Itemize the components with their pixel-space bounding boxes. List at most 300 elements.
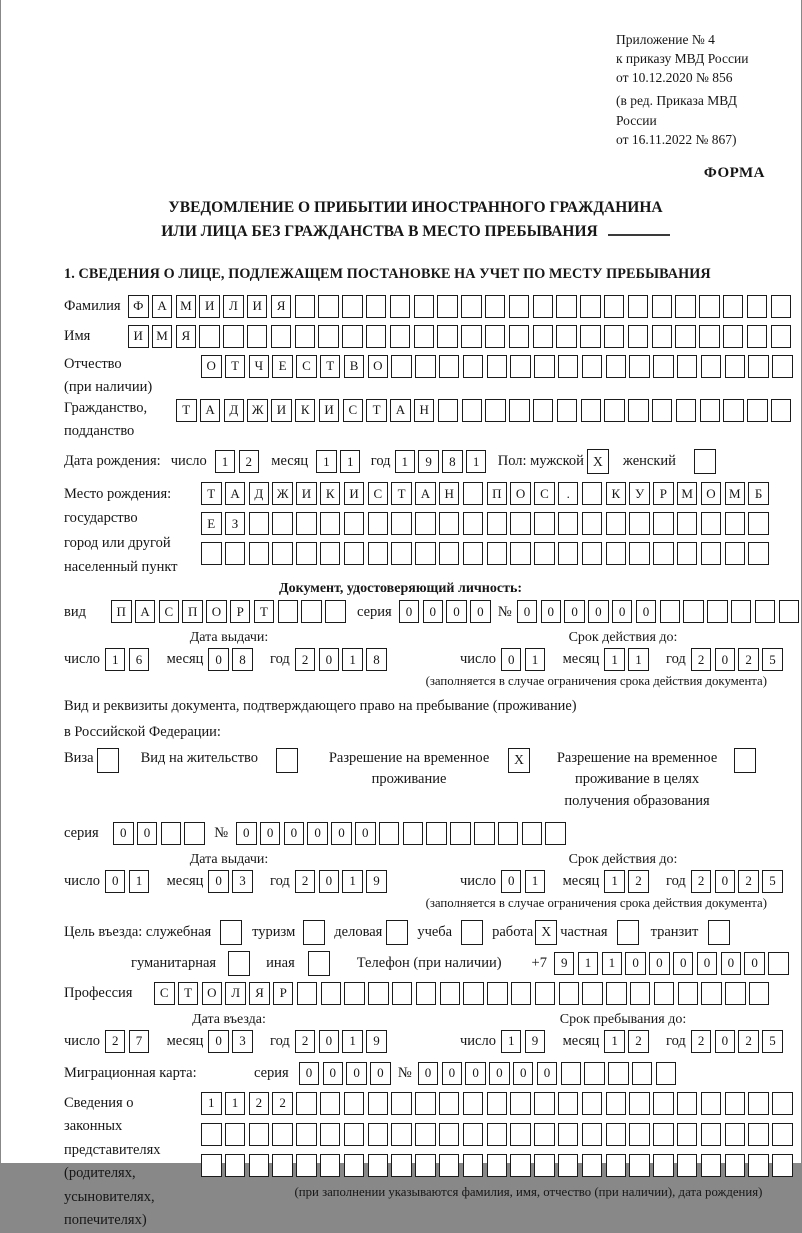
char-cell[interactable] [628,295,649,318]
char-cell[interactable]: 1 [602,952,623,975]
char-cell[interactable] [487,1092,508,1115]
char-cell[interactable]: И [247,295,268,318]
char-cell[interactable] [318,295,339,318]
char-cell[interactable] [296,542,317,565]
char-cell[interactable] [534,512,555,535]
identity-doc-series-cells[interactable] [399,600,494,623]
char-cell[interactable] [675,325,696,348]
char-cell[interactable]: 0 [346,1062,367,1085]
char-cell[interactable] [391,1092,412,1115]
birthplace-row1-cells[interactable] [201,482,772,505]
char-cell[interactable] [415,512,436,535]
char-cell[interactable] [582,1154,603,1177]
char-cell[interactable] [683,600,704,623]
char-cell[interactable]: Е [272,355,293,378]
char-cell[interactable] [535,982,556,1005]
char-cell[interactable] [415,1092,436,1115]
char-cell[interactable]: И [344,482,365,505]
char-cell[interactable] [606,1123,627,1146]
char-cell[interactable]: Ф [128,295,149,318]
char-cell[interactable] [582,1123,603,1146]
char-cell[interactable]: Т [320,355,341,378]
issue-year-cells[interactable] [295,648,390,671]
char-cell[interactable] [390,325,411,348]
char-cell[interactable] [606,512,627,535]
char-cell[interactable] [558,1154,579,1177]
char-cell[interactable] [581,399,602,422]
char-cell[interactable] [617,920,639,945]
char-cell[interactable]: Я [176,325,197,348]
char-cell[interactable]: Н [414,399,435,422]
char-cell[interactable] [629,1123,650,1146]
char-cell[interactable] [228,951,250,976]
char-cell[interactable] [392,982,413,1005]
char-cell[interactable] [606,542,627,565]
char-cell[interactable]: Т [366,399,387,422]
char-cell[interactable] [487,982,508,1005]
char-cell[interactable]: Б [748,482,769,505]
char-cell[interactable] [656,1062,677,1085]
char-cell[interactable] [368,512,389,535]
char-cell[interactable]: 0 [208,648,229,671]
char-cell[interactable]: С [159,600,180,623]
char-cell[interactable] [161,822,182,845]
char-cell[interactable]: 1 [342,870,363,893]
char-cell[interactable]: А [390,399,411,422]
char-cell[interactable] [463,512,484,535]
identity-doc-number-cells[interactable] [517,600,802,623]
char-cell[interactable] [344,512,365,535]
birthplace-row3-cells[interactable] [201,542,772,565]
char-cell[interactable] [474,822,495,845]
char-cell[interactable] [771,325,792,348]
char-cell[interactable] [403,822,424,845]
char-cell[interactable] [708,920,730,945]
char-cell[interactable] [318,325,339,348]
char-cell[interactable]: X [535,920,557,945]
char-cell[interactable] [511,982,532,1005]
char-cell[interactable]: Т [254,600,275,623]
char-cell[interactable] [632,1062,653,1085]
char-cell[interactable]: 0 [208,870,229,893]
char-cell[interactable]: Р [230,600,251,623]
char-cell[interactable]: О [202,982,223,1005]
char-cell[interactable]: 0 [323,1062,344,1085]
char-cell[interactable] [379,822,400,845]
char-cell[interactable] [700,399,721,422]
char-cell[interactable] [582,355,603,378]
char-cell[interactable] [438,399,459,422]
char-cell[interactable]: 0 [355,822,376,845]
char-cell[interactable] [559,982,580,1005]
char-cell[interactable]: 1 [525,648,546,671]
char-cell[interactable] [652,325,673,348]
char-cell[interactable] [580,325,601,348]
char-cell[interactable] [386,920,408,945]
purpose-official-checkbox[interactable] [220,920,242,945]
char-cell[interactable]: 0 [307,822,328,845]
char-cell[interactable]: 0 [673,952,694,975]
char-cell[interactable]: 1 [604,870,625,893]
char-cell[interactable] [320,542,341,565]
char-cell[interactable] [509,325,530,348]
valid-month-cells[interactable] [604,648,652,671]
char-cell[interactable]: Т [176,399,197,422]
char-cell[interactable]: 0 [588,600,609,623]
char-cell[interactable]: 1 [225,1092,246,1115]
char-cell[interactable]: 2 [239,450,260,473]
char-cell[interactable] [487,542,508,565]
char-cell[interactable]: 0 [236,822,257,845]
char-cell[interactable] [701,1154,722,1177]
char-cell[interactable]: 2 [691,1030,712,1053]
char-cell[interactable] [439,1092,460,1115]
char-cell[interactable]: 0 [501,870,522,893]
sex-male-checkbox[interactable] [587,449,609,474]
char-cell[interactable] [534,1123,555,1146]
char-cell[interactable] [608,1062,629,1085]
temp-permit-checkbox[interactable] [508,748,530,773]
char-cell[interactable]: 1 [466,450,487,473]
char-cell[interactable] [699,325,720,348]
char-cell[interactable]: Т [225,355,246,378]
char-cell[interactable]: Е [201,512,222,535]
char-cell[interactable]: В [344,355,365,378]
char-cell[interactable] [368,1154,389,1177]
char-cell[interactable]: 0 [446,600,467,623]
char-cell[interactable] [677,355,698,378]
char-cell[interactable] [653,1123,674,1146]
char-cell[interactable] [533,295,554,318]
char-cell[interactable]: А [135,600,156,623]
char-cell[interactable]: 0 [418,1062,439,1085]
representatives-row1-cells[interactable] [201,1092,796,1115]
char-cell[interactable]: 5 [762,1030,783,1053]
birthdate-year-cells[interactable] [395,450,490,473]
char-cell[interactable] [97,748,119,773]
issue-day-cells[interactable] [105,870,153,893]
char-cell[interactable]: 0 [370,1062,391,1085]
char-cell[interactable] [557,399,578,422]
char-cell[interactable]: 0 [105,870,126,893]
surname-cells[interactable] [128,295,794,318]
char-cell[interactable]: 0 [715,648,736,671]
char-cell[interactable] [391,355,412,378]
char-cell[interactable]: 2 [272,1092,293,1115]
char-cell[interactable]: И [271,399,292,422]
purpose-private-checkbox[interactable] [617,920,639,945]
char-cell[interactable] [510,542,531,565]
char-cell[interactable]: 0 [744,952,765,975]
char-cell[interactable] [463,482,484,505]
char-cell[interactable]: 0 [465,1062,486,1085]
char-cell[interactable] [582,982,603,1005]
char-cell[interactable] [414,295,435,318]
char-cell[interactable]: 0 [537,1062,558,1085]
birthplace-row2-cells[interactable] [201,512,772,535]
char-cell[interactable]: Я [249,982,270,1005]
char-cell[interactable] [437,295,458,318]
char-cell[interactable] [295,325,316,348]
char-cell[interactable]: 5 [762,648,783,671]
char-cell[interactable] [582,1092,603,1115]
char-cell[interactable]: 0 [612,600,633,623]
char-cell[interactable] [439,355,460,378]
residence-doc-series-cells[interactable] [113,822,208,845]
char-cell[interactable] [485,295,506,318]
char-cell[interactable] [582,512,603,535]
representatives-row2-cells[interactable] [201,1123,796,1146]
char-cell[interactable]: 0 [423,600,444,623]
char-cell[interactable]: И [128,325,149,348]
char-cell[interactable] [426,822,447,845]
valid-day-cells[interactable] [501,648,549,671]
char-cell[interactable]: 9 [554,952,575,975]
char-cell[interactable] [725,1123,746,1146]
char-cell[interactable] [628,325,649,348]
char-cell[interactable]: М [725,482,746,505]
char-cell[interactable] [487,355,508,378]
char-cell[interactable] [558,355,579,378]
char-cell[interactable] [748,1154,769,1177]
char-cell[interactable] [487,1154,508,1177]
char-cell[interactable] [545,822,566,845]
char-cell[interactable] [660,600,681,623]
representatives-row3-cells[interactable] [201,1154,796,1177]
char-cell[interactable] [342,325,363,348]
char-cell[interactable]: Д [224,399,245,422]
char-cell[interactable] [510,512,531,535]
char-cell[interactable] [201,1154,222,1177]
char-cell[interactable]: 0 [470,600,491,623]
entry-day-cells[interactable] [105,1030,153,1053]
char-cell[interactable] [249,1123,270,1146]
char-cell[interactable] [653,512,674,535]
char-cell[interactable]: 1 [501,1030,522,1053]
char-cell[interactable] [604,325,625,348]
char-cell[interactable] [225,1123,246,1146]
char-cell[interactable] [629,512,650,535]
char-cell[interactable] [320,1154,341,1177]
char-cell[interactable] [272,542,293,565]
char-cell[interactable]: Ч [249,355,270,378]
char-cell[interactable] [462,399,483,422]
char-cell[interactable] [677,1123,698,1146]
char-cell[interactable]: 1 [395,450,416,473]
char-cell[interactable]: 0 [649,952,670,975]
char-cell[interactable] [461,920,483,945]
char-cell[interactable]: 0 [715,870,736,893]
char-cell[interactable] [725,982,746,1005]
birthdate-day-cells[interactable] [215,450,263,473]
valid-year-cells[interactable] [691,648,786,671]
char-cell[interactable] [344,542,365,565]
char-cell[interactable] [522,822,543,845]
char-cell[interactable] [604,399,625,422]
char-cell[interactable] [247,325,268,348]
char-cell[interactable] [654,982,675,1005]
char-cell[interactable]: С [296,355,317,378]
char-cell[interactable] [755,600,776,623]
char-cell[interactable]: 1 [340,450,361,473]
char-cell[interactable] [584,1062,605,1085]
char-cell[interactable]: 2 [628,870,649,893]
valid-month-cells[interactable] [604,870,652,893]
char-cell[interactable] [580,295,601,318]
patronymic-cells[interactable] [201,355,796,378]
char-cell[interactable]: 0 [399,600,420,623]
char-cell[interactable]: К [320,482,341,505]
char-cell[interactable]: У [629,482,650,505]
char-cell[interactable] [748,355,769,378]
char-cell[interactable] [390,295,411,318]
char-cell[interactable] [582,542,603,565]
char-cell[interactable]: С [343,399,364,422]
char-cell[interactable] [416,982,437,1005]
char-cell[interactable]: X [508,748,530,773]
char-cell[interactable] [485,325,506,348]
char-cell[interactable]: 0 [284,822,305,845]
char-cell[interactable]: 0 [625,952,646,975]
char-cell[interactable]: 0 [113,822,134,845]
char-cell[interactable] [653,1154,674,1177]
char-cell[interactable] [461,325,482,348]
char-cell[interactable] [297,982,318,1005]
char-cell[interactable]: 9 [418,450,439,473]
char-cell[interactable] [368,1092,389,1115]
char-cell[interactable]: З [225,512,246,535]
char-cell[interactable] [747,295,768,318]
char-cell[interactable] [652,295,673,318]
char-cell[interactable] [440,982,461,1005]
char-cell[interactable] [558,542,579,565]
purpose-work-checkbox[interactable] [535,920,557,945]
char-cell[interactable] [368,1123,389,1146]
char-cell[interactable]: О [510,482,531,505]
char-cell[interactable]: О [206,600,227,623]
char-cell[interactable] [303,920,325,945]
char-cell[interactable] [628,399,649,422]
char-cell[interactable] [534,1092,555,1115]
char-cell[interactable] [510,1154,531,1177]
char-cell[interactable] [437,325,458,348]
char-cell[interactable]: Д [249,482,270,505]
char-cell[interactable]: 0 [331,822,352,845]
char-cell[interactable]: 1 [578,952,599,975]
char-cell[interactable]: Т [391,482,412,505]
char-cell[interactable]: 2 [738,1030,759,1053]
char-cell[interactable] [461,295,482,318]
char-cell[interactable] [701,512,722,535]
char-cell[interactable] [534,1154,555,1177]
char-cell[interactable]: 0 [442,1062,463,1085]
char-cell[interactable] [225,1154,246,1177]
char-cell[interactable]: 2 [628,1030,649,1053]
char-cell[interactable] [366,295,387,318]
char-cell[interactable]: Ж [272,482,293,505]
char-cell[interactable] [225,542,246,565]
char-cell[interactable]: 2 [249,1092,270,1115]
char-cell[interactable] [344,1092,365,1115]
char-cell[interactable]: 1 [316,450,337,473]
char-cell[interactable] [201,542,222,565]
char-cell[interactable] [675,295,696,318]
char-cell[interactable] [295,295,316,318]
char-cell[interactable]: С [368,482,389,505]
char-cell[interactable] [606,982,627,1005]
char-cell[interactable] [677,1092,698,1115]
char-cell[interactable] [439,542,460,565]
char-cell[interactable] [220,920,242,945]
char-cell[interactable]: С [534,482,555,505]
char-cell[interactable] [747,399,768,422]
char-cell[interactable]: К [606,482,627,505]
char-cell[interactable] [391,1154,412,1177]
char-cell[interactable] [223,325,244,348]
char-cell[interactable] [463,542,484,565]
purpose-humanitarian-checkbox[interactable] [228,951,250,976]
char-cell[interactable]: 8 [442,450,463,473]
char-cell[interactable] [368,542,389,565]
char-cell[interactable] [344,1154,365,1177]
char-cell[interactable] [606,1092,627,1115]
char-cell[interactable] [368,982,389,1005]
purpose-business-checkbox[interactable] [386,920,408,945]
char-cell[interactable]: 0 [636,600,657,623]
char-cell[interactable] [391,512,412,535]
char-cell[interactable] [509,295,530,318]
char-cell[interactable]: П [111,600,132,623]
char-cell[interactable]: Т [201,482,222,505]
char-cell[interactable]: 0 [299,1062,320,1085]
char-cell[interactable] [320,512,341,535]
char-cell[interactable]: 1 [201,1092,222,1115]
char-cell[interactable]: 1 [604,648,625,671]
citizenship-cells[interactable] [176,399,795,422]
char-cell[interactable]: 2 [295,648,316,671]
char-cell[interactable]: 0 [513,1062,534,1085]
char-cell[interactable] [201,1123,222,1146]
char-cell[interactable]: 2 [295,870,316,893]
issue-day-cells[interactable] [105,648,153,671]
char-cell[interactable] [604,295,625,318]
char-cell[interactable] [676,399,697,422]
char-cell[interactable]: 7 [129,1030,150,1053]
char-cell[interactable] [678,982,699,1005]
profession-cells[interactable] [154,982,773,1005]
char-cell[interactable] [296,1123,317,1146]
char-cell[interactable] [301,600,322,623]
char-cell[interactable] [487,512,508,535]
char-cell[interactable]: 0 [489,1062,510,1085]
char-cell[interactable] [772,1154,793,1177]
char-cell[interactable] [344,1123,365,1146]
char-cell[interactable] [701,355,722,378]
char-cell[interactable]: 0 [721,952,742,975]
char-cell[interactable] [699,295,720,318]
char-cell[interactable]: 9 [525,1030,546,1053]
char-cell[interactable] [320,1123,341,1146]
char-cell[interactable] [487,1123,508,1146]
char-cell[interactable]: 8 [232,648,253,671]
char-cell[interactable] [629,542,650,565]
char-cell[interactable] [725,542,746,565]
stay-month-cells[interactable] [604,1030,652,1053]
purpose-tourism-checkbox[interactable] [303,920,325,945]
char-cell[interactable]: М [176,295,197,318]
char-cell[interactable] [344,982,365,1005]
char-cell[interactable]: 1 [215,450,236,473]
